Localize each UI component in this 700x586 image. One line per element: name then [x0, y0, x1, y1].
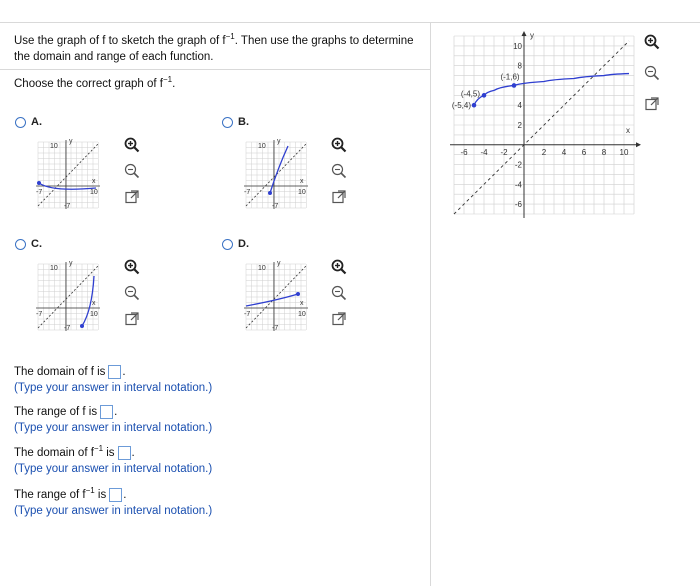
answer-range-f-inverse: The range of $f^{-1}$ is . — [14, 486, 127, 501]
f-curve — [474, 74, 629, 106]
range-f-inverse-input[interactable] — [109, 488, 122, 502]
top-divider — [0, 22, 700, 23]
option-d-point — [296, 292, 300, 296]
option-b-popout-icon[interactable] — [330, 188, 348, 206]
option-a-zoom-in-icon[interactable] — [123, 136, 141, 154]
x-axis-label: x — [626, 125, 630, 135]
x-left-label: -7 — [244, 311, 251, 318]
option-b-radio[interactable] — [222, 117, 233, 128]
y-axis-label: y — [277, 138, 281, 145]
y-top-label: 10 — [258, 143, 266, 150]
x-left-label: -7 — [244, 189, 251, 196]
x-right-label: 10 — [90, 311, 98, 318]
option-c-label: C. — [31, 238, 42, 250]
y-tick-label: -4 — [514, 180, 522, 190]
option-c-zoom-in-icon[interactable] — [123, 258, 141, 276]
option-b-graph — [242, 138, 308, 210]
y-bottom-label: -7 — [272, 325, 279, 332]
option-c[interactable] — [15, 238, 42, 250]
y-tick-label: -6 — [514, 200, 522, 210]
option-a-label: A. — [31, 116, 42, 128]
x-axis-label: x — [92, 178, 96, 185]
graph-point — [512, 83, 517, 88]
x-right-label: 10 — [298, 189, 306, 196]
option-a-popout-icon[interactable] — [123, 188, 141, 206]
x-tick-label: -4 — [480, 147, 488, 157]
y-tick-label: -2 — [514, 160, 522, 170]
y-axis-label: y — [69, 260, 73, 267]
option-a-point — [37, 181, 41, 185]
graph-point — [472, 103, 477, 108]
y-top-label: 10 — [258, 265, 266, 272]
y-axis-label: y — [530, 31, 534, 40]
hint-text: (Type your answer in interval notation.) — [14, 463, 213, 475]
identity-line — [451, 41, 629, 214]
option-c-zoom-out-icon[interactable] — [123, 284, 141, 302]
hint-text: (Type your answer in interval notation.) — [14, 422, 213, 434]
option-d-radio[interactable] — [222, 239, 233, 250]
y-bottom-label: -7 — [272, 203, 279, 210]
option-c-graph — [34, 260, 100, 332]
x-tick-label: 8 — [601, 147, 607, 157]
answer-range-f: The range of f is . — [14, 406, 118, 418]
option-a-radio[interactable] — [15, 117, 26, 128]
main-graph-zoom-out-icon[interactable] — [643, 64, 661, 82]
graph-point — [482, 93, 487, 98]
option-d-zoom-in-icon[interactable] — [330, 258, 348, 276]
answer-domain-f-inverse: The domain of $f^{-1}$ is . — [14, 444, 135, 459]
y-tick-label: 4 — [517, 101, 522, 111]
panel-divider — [430, 22, 431, 586]
point-label: (-4,5) — [460, 89, 480, 99]
y-axis-label: y — [277, 260, 281, 267]
x-axis-label: x — [300, 300, 304, 307]
y-axis-label: y — [69, 138, 73, 145]
y-top-label: 10 — [50, 143, 58, 150]
x-tick-label: 2 — [541, 147, 547, 157]
option-b-zoom-in-icon[interactable] — [330, 136, 348, 154]
answer-domain-f: The domain of f is . — [14, 366, 126, 378]
option-c-radio[interactable] — [15, 239, 26, 250]
option-a-zoom-out-icon[interactable] — [123, 162, 141, 180]
question-divider — [0, 69, 430, 70]
x-tick-label: 6 — [581, 147, 587, 157]
y-top-label: 10 — [50, 265, 58, 272]
domain-f-inverse-input[interactable] — [118, 446, 131, 460]
option-b-point — [268, 191, 272, 195]
x-left-label: -7 — [36, 189, 43, 196]
y-bottom-label: -7 — [64, 203, 71, 210]
x-left-label: -7 — [36, 311, 43, 318]
y-bottom-label: -7 — [64, 325, 71, 332]
x-right-label: 10 — [298, 311, 306, 318]
option-d-graph — [242, 260, 308, 332]
range-f-input[interactable] — [100, 405, 113, 419]
x-tick-label: 4 — [561, 147, 567, 157]
x-axis-label: x — [92, 300, 96, 307]
x-tick-label: 10 — [619, 147, 629, 157]
option-d-label: D. — [238, 238, 249, 250]
option-d-popout-icon[interactable] — [330, 310, 348, 328]
option-b[interactable] — [222, 116, 249, 128]
x-right-label: 10 — [90, 189, 98, 196]
option-c-popout-icon[interactable] — [123, 310, 141, 328]
point-label: (-1,6) — [500, 72, 520, 82]
domain-f-input[interactable] — [108, 365, 121, 379]
main-graph-popout-icon[interactable] — [643, 95, 661, 113]
option-a-graph — [34, 138, 100, 210]
option-b-zoom-out-icon[interactable] — [330, 162, 348, 180]
option-d[interactable] — [222, 238, 249, 250]
question-text: Use the graph of f to sketch the graph of $f^{-1}$. Then use the graphs to determine the domain and range of each function. — [14, 32, 414, 63]
y-tick-label: 8 — [517, 61, 522, 71]
main-graph-zoom-in-icon[interactable] — [643, 33, 661, 51]
hint-text: (Type your answer in interval notation.) — [14, 505, 213, 517]
hint-text: (Type your answer in interval notation.) — [14, 382, 213, 394]
x-tick-label: -2 — [500, 147, 508, 157]
x-tick-label: -6 — [460, 147, 468, 157]
y-tick-label: 10 — [513, 41, 522, 51]
option-d-zoom-out-icon[interactable] — [330, 284, 348, 302]
option-b-label: B. — [238, 116, 249, 128]
x-axis-label: x — [300, 178, 304, 185]
main-graph — [446, 30, 642, 220]
option-a[interactable] — [15, 116, 42, 128]
y-tick-label: 2 — [517, 121, 522, 130]
choose-prompt: Choose the correct graph of $f^{-1}$. — [14, 75, 176, 90]
point-label: (-5,4) — [451, 101, 471, 111]
option-c-point — [80, 324, 84, 328]
